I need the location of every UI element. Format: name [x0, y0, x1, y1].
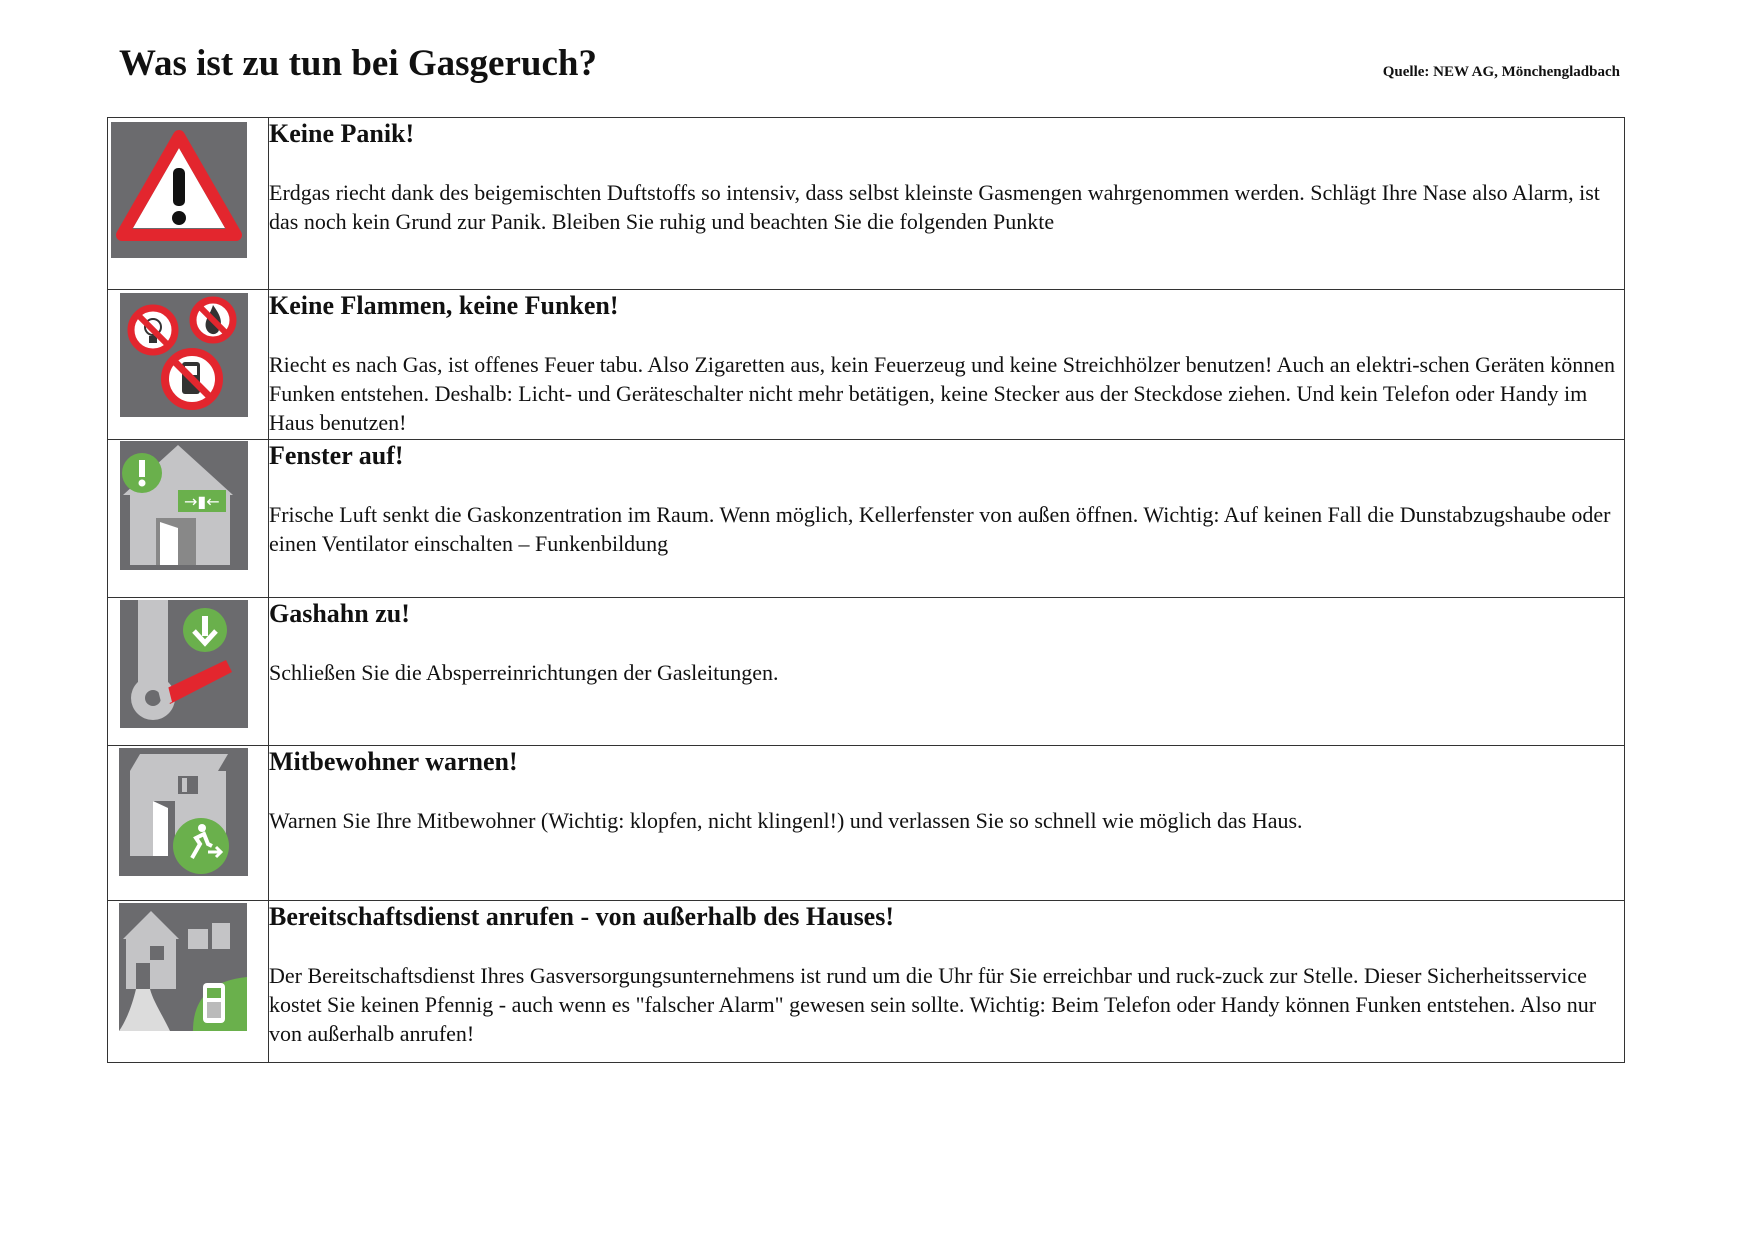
- step-title: Fenster auf!: [269, 441, 404, 470]
- table-row: [108, 746, 1625, 901]
- step-text: Erdgas riecht dank des beigemischten Duftstoffs so intensiv, dass selbst kleinste Gasmengen wahrgenommen werden. Schlägt Ihre Nase also Alarm, ist das noch kein Grund zur Panik. Bleiben Sie ruhig und beachten Sie die folgenden Punkte: [269, 180, 1600, 235]
- svg-text:→▮←: →▮←: [184, 492, 220, 511]
- table-row: [108, 118, 1625, 290]
- table-row: [108, 598, 1625, 746]
- table-row: [108, 440, 1625, 598]
- step-text: Frische Luft senkt die Gaskonzentration im Raum. Wenn möglich, Kellerfenster von außen öffnen. Wichtig: Auf keinen Fall die Dunstabzugshaube oder einen Ventilator einschalten – Funkenbildung: [269, 502, 1611, 557]
- step-text: Riecht es nach Gas, ist offenes Feuer tabu. Also Zigaretten aus, kein Feuerzeug und keine Streichhölzer benutzen! Auch an elektri-schen Geräten können Funken entstehen. Deshalb: Licht- und Geräteschalter nicht mehr betätigen, keine Stecker aus der Steckdose ziehen. Und kein Telefon oder Handy im Haus benutzen!: [269, 352, 1616, 436]
- table-row: [108, 901, 1625, 1063]
- warn-residents-icon: [108, 746, 268, 900]
- no-flames-icon: [108, 290, 268, 439]
- text-cell: [269, 598, 1625, 746]
- icon-cell: [108, 901, 269, 1063]
- step-title: Keine Flammen, keine Funken!: [269, 291, 619, 320]
- icon-cell: [108, 746, 269, 901]
- text-cell: [269, 440, 1625, 598]
- step-text: Der Bereitschaftsdienst Ihres Gasversorgungsunternehmens ist rund um die Uhr für Sie erreichbar und ruck-zuck zur Stelle. Dieser Sicherheitsservice kostet Sie keinen Pfennig - auch wenn es "falscher Alarm" gewesen sein sollte. Wichtig: Beim Telefon oder Handy können Funken entstehen. Also nur von außerhalb anrufen!: [269, 963, 1597, 1047]
- text-cell: [269, 901, 1625, 1063]
- step-text: Warnen Sie Ihre Mitbewohner (Wichtig: klopfen, nicht klingenl!) und verlassen Sie so schnell wie möglich das Haus.: [269, 808, 1303, 834]
- step-text: Schließen Sie die Absperreinrichtungen der Gasleitungen.: [269, 660, 779, 686]
- icon-cell: [108, 118, 269, 290]
- safety-steps-table: [107, 117, 1625, 1063]
- text-cell: [269, 290, 1625, 440]
- open-window-icon: [108, 440, 268, 597]
- text-cell: [269, 118, 1625, 290]
- page-title: Was ist zu tun bei Gasgeruch?: [119, 43, 597, 84]
- step-title: Mitbewohner warnen!: [269, 747, 518, 776]
- step-title: Gashahn zu!: [269, 599, 410, 628]
- text-cell: [269, 746, 1625, 901]
- table-row: [108, 290, 1625, 440]
- source-note: Quelle: NEW AG, Mönchengladbach: [1382, 64, 1620, 80]
- icon-cell: [108, 598, 269, 746]
- step-title: Bereitschaftsdienst anrufen - von außerhalb des Hauses!: [269, 902, 895, 931]
- icon-cell: [108, 440, 269, 598]
- gas-valve-icon: [108, 598, 268, 745]
- icon-cell: [108, 290, 269, 440]
- warning-triangle-icon: [108, 118, 268, 289]
- call-emergency-icon: [108, 901, 268, 1062]
- step-title: Keine Panik!: [269, 119, 415, 148]
